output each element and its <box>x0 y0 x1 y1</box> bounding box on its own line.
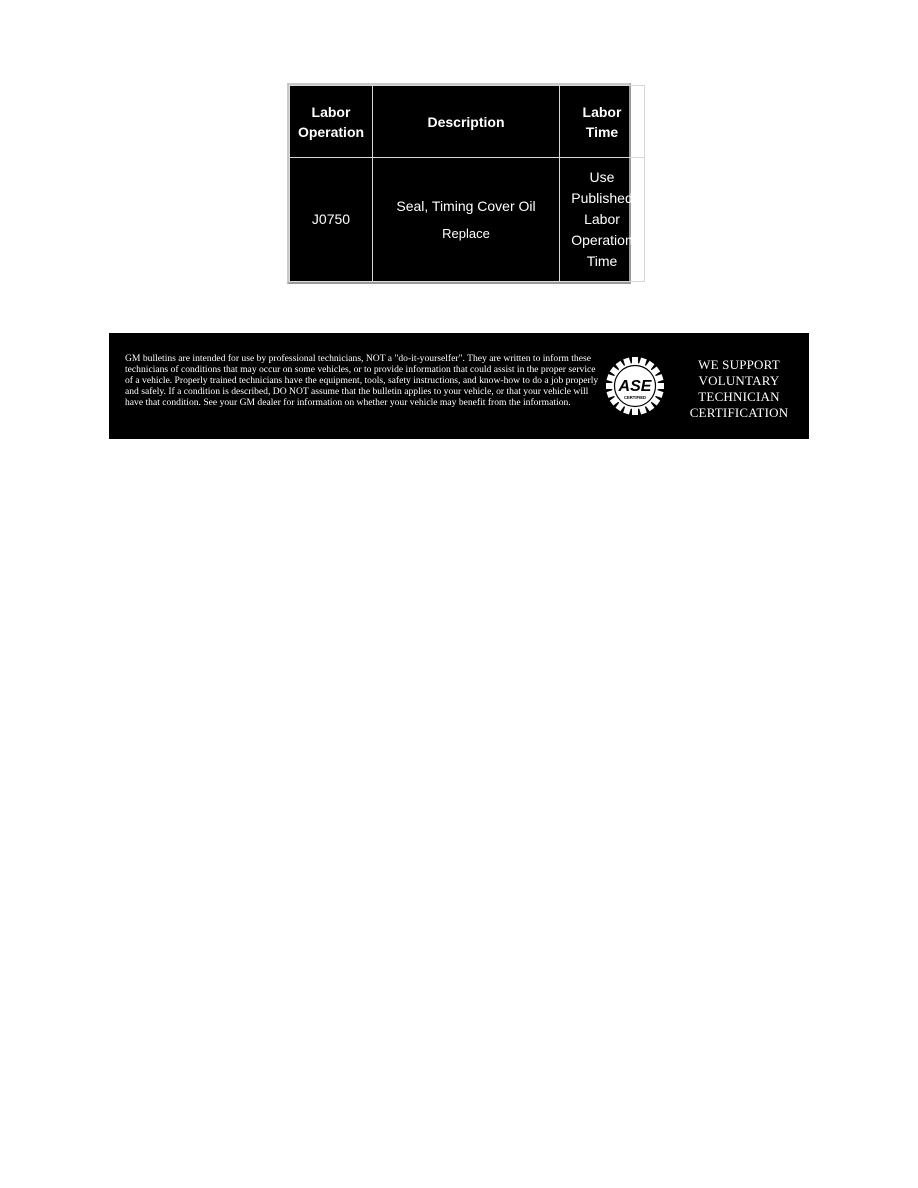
table-row <box>290 158 645 282</box>
labor-table-frame <box>287 83 631 284</box>
header-text: Operation <box>297 123 365 140</box>
cell-description <box>373 158 560 282</box>
labor-time-line: Labor <box>584 211 620 227</box>
header-text: Description <box>427 113 505 130</box>
header-text: Labor <box>582 103 622 120</box>
header-labor-operation <box>290 86 373 158</box>
support-certification-text <box>675 357 803 421</box>
cell-labor-operation <box>290 158 373 282</box>
gm-disclaimer-banner <box>109 333 809 439</box>
ase-logo-text: ASE <box>618 378 652 395</box>
labor-operation-code: J0750 <box>311 211 351 227</box>
support-line: VOLUNTARY <box>698 373 780 388</box>
description-line: Replace <box>442 225 490 241</box>
ase-seal-graphic <box>603 354 667 418</box>
header-labor-time <box>560 86 645 158</box>
labor-time-line: Use <box>589 169 615 185</box>
support-line: TECHNICIAN <box>698 389 780 404</box>
header-text: Time <box>585 123 619 140</box>
labor-time-line: Published <box>571 190 633 206</box>
labor-time-line: Time <box>586 253 618 269</box>
header-description <box>373 86 560 158</box>
table-header-row <box>290 86 645 158</box>
cell-labor-time <box>560 158 645 282</box>
support-line: WE SUPPORT <box>698 357 780 372</box>
disclaimer-text: GM bulletins are intended for use by professional technicians, NOT a "do-it-yourselfer". They are written to inform these technicians of conditions that may occur on some vehicles, or to provide information that could assist in the proper service of a vehicle. Properly trained technicians have the equipment, tools, safety instructions, and know-how to do a job properly and safely. If a condition is described, DO NOT assume that the bulletin applies to your vehicle, or that your vehicle will have that condition. See your GM dealer for information on whether your vehicle may benefit from the information. <box>125 353 599 408</box>
header-text: Labor <box>311 103 351 120</box>
labor-table <box>289 85 645 282</box>
description-line: Seal, Timing Cover Oil <box>396 197 536 214</box>
ase-logo-subtext: CERTIFIED <box>623 395 647 400</box>
labor-time-line: Operation <box>571 232 633 248</box>
support-line: CERTIFICATION <box>689 405 789 420</box>
ase-certified-seal-icon <box>603 354 667 418</box>
